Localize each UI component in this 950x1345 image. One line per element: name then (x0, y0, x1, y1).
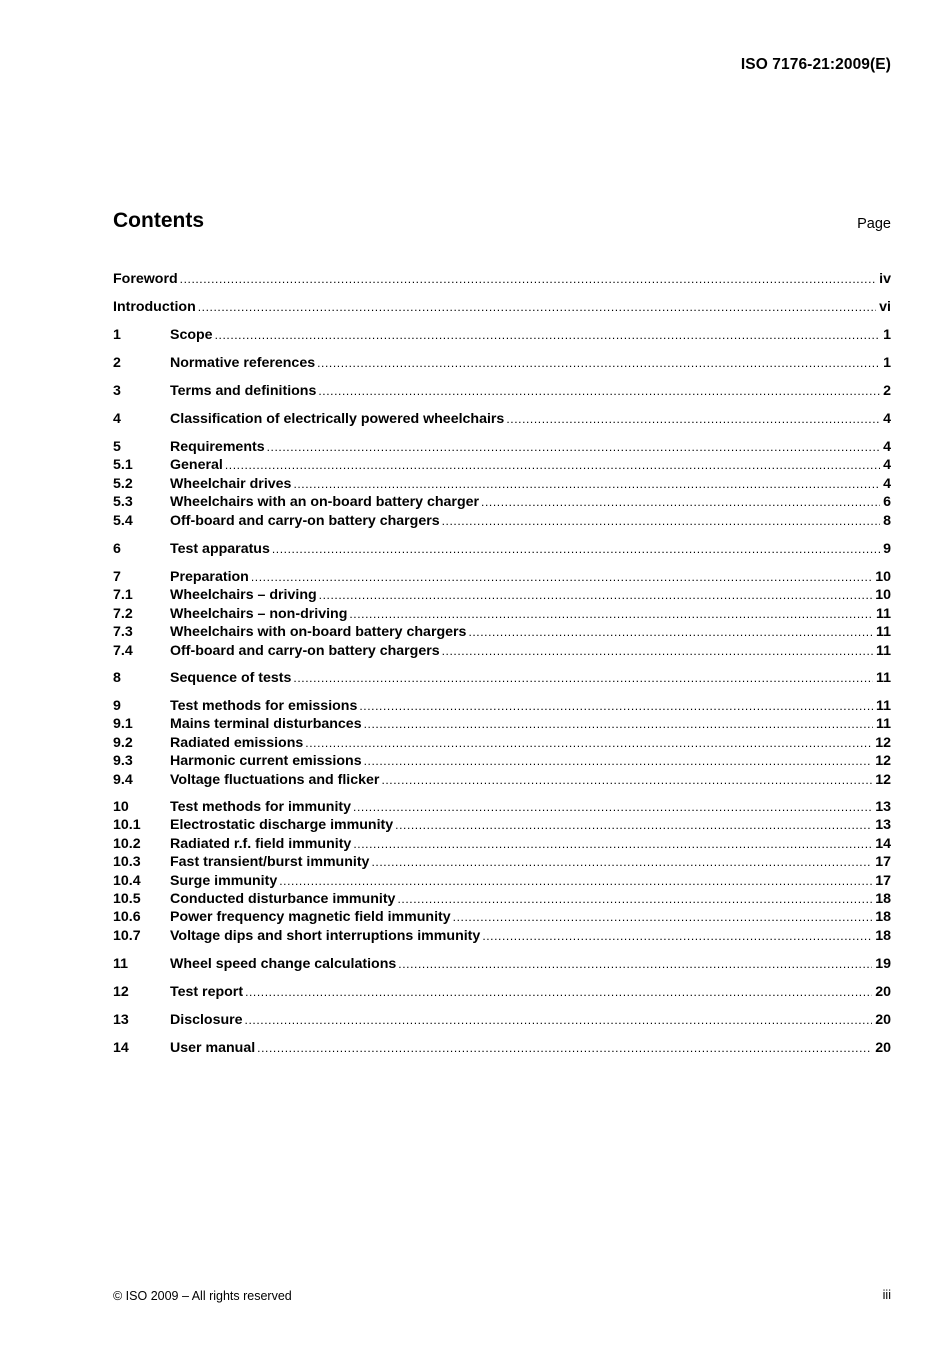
document-id: ISO 7176-21:2009(E) (740, 56, 891, 73)
toc-entry-number: 10.7 (113, 927, 141, 944)
toc-entry[interactable] (113, 816, 891, 834)
toc-entry-page: 12 (875, 734, 891, 751)
toc-entry[interactable] (113, 493, 891, 511)
toc-entry[interactable] (113, 734, 891, 752)
toc-entry-title: Introduction (113, 299, 196, 315)
toc-entry-page: 20 (875, 1040, 891, 1056)
toc-entry-title: Radiated r.f. field immunity (170, 835, 352, 852)
toc-entry-number: 5 (113, 439, 121, 455)
toc-entry-number: 9 (113, 698, 121, 714)
toc-entry-number: 14 (113, 1040, 129, 1056)
toc-entry-number: 1 (113, 327, 121, 343)
toc-entry-number: 4 (113, 411, 121, 427)
toc-entry-title: Disclosure (170, 1012, 243, 1028)
toc-entry-page: iv (879, 271, 891, 287)
page-column-label: Page (857, 216, 891, 232)
footer-copyright: © ISO 2009 – All rights reserved (113, 1289, 292, 1303)
toc-entry[interactable] (113, 1039, 891, 1057)
toc-group (113, 983, 891, 1001)
toc-group (113, 410, 891, 428)
dot-leader (293, 669, 873, 687)
toc-entry-title: Wheelchairs with on-board battery chargers (170, 624, 467, 641)
toc-entry[interactable] (113, 955, 891, 973)
toc-entry-page: 11 (876, 605, 891, 622)
toc-group (113, 798, 891, 945)
toc-entry-number: 9.2 (113, 734, 133, 751)
toc-entry-page: 20 (875, 1012, 891, 1028)
toc-entry[interactable] (113, 623, 891, 641)
toc-entry[interactable] (113, 568, 891, 586)
dot-leader (359, 697, 873, 715)
dot-leader (279, 872, 872, 890)
toc-entry-page: 8 (883, 512, 891, 529)
toc-entry[interactable] (113, 270, 891, 288)
toc-entry-number: 7.4 (113, 642, 133, 659)
toc-entry-title: Test methods for emissions (170, 698, 358, 714)
dot-leader (453, 908, 873, 926)
toc-entry-number: 10.3 (113, 854, 141, 871)
toc-entry-title: Voltage fluctuations and flicker (170, 771, 380, 788)
toc-entry[interactable] (113, 326, 891, 344)
toc-entry-page: 11 (876, 670, 891, 686)
toc-entry-number: 10.6 (113, 909, 141, 926)
dot-leader (481, 493, 880, 511)
toc-entry-page: 18 (875, 927, 891, 944)
dot-leader (398, 955, 872, 973)
toc-entry-number: 10.2 (113, 835, 141, 852)
toc-entry-page: 12 (875, 771, 891, 788)
toc-entry[interactable] (113, 410, 891, 428)
toc-entry-number: 5.2 (113, 475, 133, 492)
toc-entry-page: 12 (875, 753, 891, 770)
toc-entry[interactable] (113, 927, 891, 945)
toc-entry[interactable] (113, 771, 891, 789)
dot-leader (267, 438, 881, 456)
toc-entry-number: 10.1 (113, 817, 141, 834)
toc-entry-number: 5.1 (113, 457, 133, 474)
toc-group (113, 270, 891, 288)
toc-entry-number: 10.5 (113, 890, 141, 907)
toc-group (113, 382, 891, 400)
toc-entry-title: Terms and definitions (170, 383, 317, 399)
toc-entry-page: 11 (876, 642, 891, 659)
toc-entry-page: 4 (883, 411, 891, 427)
toc-entry[interactable] (113, 872, 891, 890)
toc-group (113, 540, 891, 558)
toc-entry-title: Classification of electrically powered wheelchairs (170, 411, 505, 427)
dot-leader (468, 623, 873, 641)
toc-entry-title: Preparation (170, 569, 249, 585)
dot-leader (353, 835, 872, 853)
toc-group (113, 1011, 891, 1029)
toc-entry[interactable] (113, 512, 891, 530)
toc-entry-title: Surge immunity (170, 872, 278, 889)
toc-entry[interactable] (113, 853, 891, 871)
toc-entry[interactable] (113, 586, 891, 604)
toc-entry-page: 19 (875, 956, 891, 972)
toc-entry-number: 10.4 (113, 872, 141, 889)
dot-leader (364, 715, 873, 733)
toc-entry[interactable] (113, 456, 891, 474)
toc-entry-title: Sequence of tests (170, 670, 292, 686)
toc-entry-title: Off-board and carry-on battery chargers (170, 642, 440, 659)
dot-leader (364, 752, 873, 770)
toc-entry-page: vi (879, 299, 891, 315)
toc-entry[interactable] (113, 798, 891, 816)
toc-entry[interactable] (113, 697, 891, 715)
toc-group (113, 298, 891, 316)
toc-entry-page: 18 (875, 909, 891, 926)
toc-entry-page: 13 (875, 817, 891, 834)
toc-entry[interactable] (113, 382, 891, 400)
page-title: Contents (113, 209, 204, 232)
toc-entry[interactable] (113, 1011, 891, 1029)
toc-entry-title: Foreword (113, 271, 178, 287)
toc-group (113, 697, 891, 789)
toc-entry-title: Wheelchairs – non-driving (170, 605, 348, 622)
dot-leader (225, 456, 880, 474)
toc-group (113, 438, 891, 530)
dot-leader (397, 890, 872, 908)
toc-entry[interactable] (113, 669, 891, 687)
dot-leader (293, 475, 880, 493)
toc-entry[interactable] (113, 298, 891, 316)
toc-entry[interactable] (113, 540, 891, 558)
dot-leader (215, 326, 881, 344)
toc-entry-title: Off-board and carry-on battery chargers (170, 512, 440, 529)
toc-entry-page: 6 (883, 494, 891, 511)
dot-leader (198, 298, 876, 316)
toc-entry-number: 9.1 (113, 716, 133, 733)
toc-entry-page: 13 (875, 799, 891, 815)
toc-entry[interactable] (113, 890, 891, 908)
toc-entry-number: 10 (113, 799, 129, 815)
toc-entry-title: Harmonic current emissions (170, 753, 362, 770)
toc-entry-title: Electrostatic discharge immunity (170, 817, 394, 834)
toc-entry-number: 8 (113, 670, 121, 686)
dot-leader (442, 512, 880, 530)
toc-entry-page: 1 (883, 355, 891, 371)
dot-leader (272, 540, 880, 558)
toc-entry-page: 11 (876, 698, 891, 714)
dot-leader (371, 853, 872, 871)
toc-entry-page: 11 (876, 716, 891, 733)
toc-entry-number: 9.4 (113, 771, 133, 788)
toc-entry-title: Power frequency magnetic field immunity (170, 909, 451, 926)
footer-page-number: iii (882, 1288, 891, 1302)
toc-entry-page: 4 (883, 439, 891, 455)
toc-entry-number: 11 (113, 956, 128, 972)
toc-group (113, 955, 891, 973)
toc-entry-page: 14 (875, 835, 891, 852)
dot-leader (442, 642, 873, 660)
toc-entry[interactable] (113, 605, 891, 623)
toc-entry-number: 7 (113, 569, 121, 585)
dot-leader (506, 410, 880, 428)
toc-entry-number: 2 (113, 355, 121, 371)
toc-entry-number: 5.3 (113, 494, 133, 511)
toc-entry-page: 4 (883, 457, 891, 474)
toc-entry-number: 6 (113, 541, 121, 557)
toc-entry-page: 4 (883, 475, 891, 492)
dot-leader (257, 1039, 872, 1057)
dot-leader (317, 354, 880, 372)
toc-entry-page: 10 (875, 569, 891, 585)
dot-leader (482, 927, 872, 945)
toc-entry-page: 10 (875, 587, 891, 604)
toc-group (113, 568, 891, 660)
toc-group (113, 354, 891, 372)
toc-entry-title: Normative references (170, 355, 316, 371)
dot-leader (245, 1011, 873, 1029)
toc-entry[interactable] (113, 475, 891, 493)
dot-leader (318, 382, 880, 400)
toc-entry-number: 7.1 (113, 587, 133, 604)
toc-entry[interactable] (113, 983, 891, 1001)
toc-entry[interactable] (113, 642, 891, 660)
toc-entry[interactable] (113, 354, 891, 372)
toc-entry-page: 11 (876, 624, 891, 641)
dot-leader (251, 568, 872, 586)
toc-entry-title: Requirements (170, 439, 265, 455)
toc-entry-title: Wheel speed change calculations (170, 956, 397, 972)
toc-entry-number: 9.3 (113, 753, 133, 770)
toc-entry-title: Radiated emissions (170, 734, 304, 751)
toc-group (113, 326, 891, 344)
toc-entry-page: 1 (883, 327, 891, 343)
dot-leader (395, 816, 872, 834)
dot-leader (305, 734, 872, 752)
toc-entry-title: Test apparatus (170, 541, 270, 557)
toc-entry[interactable] (113, 835, 891, 853)
toc-entry-number: 12 (113, 984, 129, 1000)
toc-entry-title: Mains terminal disturbances (170, 716, 362, 733)
toc-entry[interactable] (113, 908, 891, 926)
toc-entry-title: Test methods for immunity (170, 799, 352, 815)
toc-group (113, 669, 891, 687)
toc-entry-title: Conducted disturbance immunity (170, 890, 396, 907)
toc-entry-title: Scope (170, 327, 213, 343)
toc-entry-page: 2 (883, 383, 891, 399)
toc-entry-title: Wheelchair drives (170, 475, 292, 492)
toc-entry-number: 7.3 (113, 624, 133, 641)
toc-entry-number: 5.4 (113, 512, 133, 529)
toc-group (113, 1039, 891, 1057)
toc-entry-title: Wheelchairs – driving (170, 587, 317, 604)
toc-entry-title: User manual (170, 1040, 256, 1056)
toc-entry-title: Wheelchairs with an on-board battery charger (170, 494, 480, 511)
toc-entry-title: Fast transient/burst immunity (170, 854, 370, 871)
toc-entry-number: 3 (113, 383, 121, 399)
toc-entry[interactable] (113, 438, 891, 456)
dot-leader (353, 798, 872, 816)
toc-entry-page: 17 (875, 854, 891, 871)
toc-entry-page: 17 (875, 872, 891, 889)
dot-leader (180, 270, 877, 288)
toc-entry-page: 20 (875, 984, 891, 1000)
toc-entry-title: Voltage dips and short interruptions immunity (170, 927, 481, 944)
toc-entry-page: 9 (883, 541, 891, 557)
dot-leader (349, 605, 873, 623)
toc-entry-page: 18 (875, 890, 891, 907)
dot-leader (245, 983, 872, 1001)
toc-entry[interactable] (113, 752, 891, 770)
dot-leader (381, 771, 872, 789)
toc-entry-number: 13 (113, 1012, 129, 1028)
toc-entry-title: General (170, 457, 223, 474)
toc-entry[interactable] (113, 715, 891, 733)
dot-leader (319, 586, 873, 604)
toc-entry-number: 7.2 (113, 605, 133, 622)
toc-entry-title: Test report (170, 984, 244, 1000)
